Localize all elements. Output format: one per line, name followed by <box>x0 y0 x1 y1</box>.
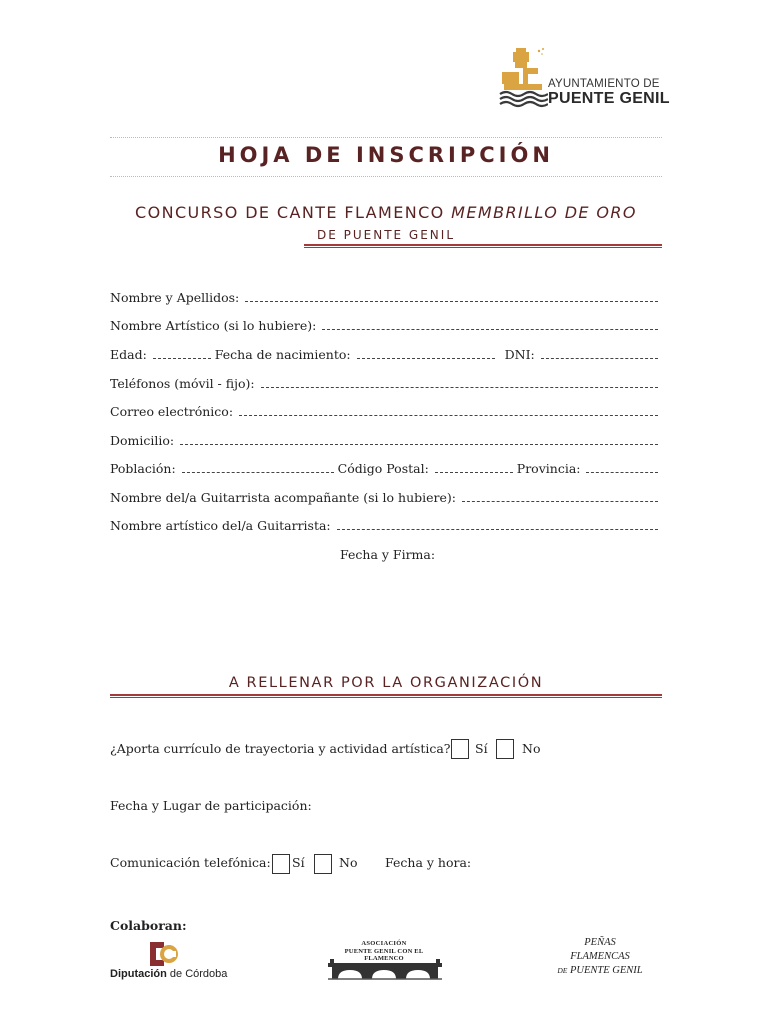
guitarist-artistic-field[interactable] <box>337 528 658 530</box>
name-field[interactable] <box>245 300 658 302</box>
guitarist-row <box>110 490 662 505</box>
contest-title <box>110 203 662 222</box>
postal-code-field[interactable] <box>435 471 513 473</box>
guitarist-artistic-row <box>110 518 662 533</box>
cv-yes-checkbox[interactable] <box>451 739 469 759</box>
email-row <box>110 404 662 419</box>
phones-label: Teléfonos (móvil - fijo): <box>110 376 255 391</box>
date-place-label: Fecha y Lugar de participación: <box>110 798 312 813</box>
province-label: Provincia: <box>516 461 581 476</box>
municipality-logo <box>498 44 668 110</box>
penas-line1: PEÑAS <box>584 937 616 948</box>
contest-title-italic: MEMBRILLO DE ORO <box>451 203 637 222</box>
phone-yes-label: Sí <box>292 855 305 870</box>
guitarist-artistic-label: Nombre artístico del/a Guitarrista: <box>110 518 331 533</box>
address-row <box>110 433 662 448</box>
name-label: Nombre y Apellidos: <box>110 290 240 305</box>
province-field[interactable] <box>586 471 658 473</box>
postal-code-label: Código Postal: <box>337 461 429 476</box>
birth-date-label: Fecha de nacimiento: <box>214 347 351 362</box>
email-label: Correo electrónico: <box>110 404 234 419</box>
age-birth-dni-row <box>110 347 662 362</box>
page-title: HOJA DE INSCRIPCIÓN <box>218 143 554 167</box>
guitarist-label: Nombre del/a Guitarrista acompañante (si lo hubiere): <box>110 490 456 505</box>
age-label: Edad: <box>110 347 147 362</box>
collaborators-label: Colaboran: <box>110 918 187 933</box>
address-field[interactable] <box>180 443 658 445</box>
penas-line3 <box>552 965 648 976</box>
phone-no-checkbox[interactable] <box>314 854 332 874</box>
organization-title: A RELLENAR POR LA ORGANIZACIÓN <box>228 675 544 691</box>
municipality-name-line2: PUENTE GENIL <box>548 90 670 107</box>
artistic-name-field[interactable] <box>322 328 658 330</box>
contest-subtitle: DE PUENTE GENIL <box>316 228 456 242</box>
cv-no-checkbox[interactable] <box>496 739 514 759</box>
diputacion-name-rest: de Córdoba <box>166 968 228 980</box>
date-time-label: Fecha y hora: <box>385 855 472 870</box>
cv-question: ¿Aporta currículo de trayectoria y actividad artística? <box>110 741 451 756</box>
cv-yes-label: Sí <box>475 741 488 756</box>
phone-comm-label: Comunicación telefónica: <box>110 855 271 870</box>
cv-no-label: No <box>522 741 541 756</box>
diputacion-name <box>110 968 227 980</box>
penas-line3-main: PUENTE GENIL <box>569 965 643 976</box>
birth-date-field[interactable] <box>357 357 495 359</box>
town-field[interactable] <box>182 471 334 473</box>
divider <box>110 176 662 177</box>
organization-rule <box>110 694 662 698</box>
date-signature-label: Fecha y Firma: <box>340 547 436 562</box>
title-rule <box>304 244 662 248</box>
dni-field[interactable] <box>541 357 658 359</box>
artistic-name-label: Nombre Artístico (si lo hubiere): <box>110 318 317 333</box>
artistic-name-row <box>110 318 662 333</box>
penas-line2: FLAMENCAS <box>570 951 630 962</box>
bridge-logo-icon <box>328 957 442 981</box>
address-label: Domicilio: <box>110 433 175 448</box>
phone-no-label: No <box>339 855 358 870</box>
name-row <box>110 290 662 305</box>
diputacion-name-bold: Diputación <box>110 968 167 980</box>
association-name-line1: ASOCIACIÓN <box>361 940 407 947</box>
diputacion-logo-icon <box>146 940 182 968</box>
phones-row <box>110 376 662 391</box>
association-name-line2: PUENTE GENIL CON EL FLAMENCO <box>344 948 424 962</box>
phone-yes-checkbox[interactable] <box>272 854 290 874</box>
puente-genil-emblem-icon <box>498 44 548 110</box>
guitarist-field[interactable] <box>462 500 658 502</box>
municipality-name-line1: AYUNTAMIENTO DE <box>548 78 660 90</box>
town-row <box>110 461 662 476</box>
phones-field[interactable] <box>261 386 658 388</box>
divider <box>110 137 662 138</box>
town-label: Población: <box>110 461 176 476</box>
contest-title-prefix: CONCURSO DE CANTE FLAMENCO <box>135 203 452 222</box>
email-field[interactable] <box>239 414 658 416</box>
age-field[interactable] <box>153 357 211 359</box>
penas-line3-small: DE <box>557 966 568 975</box>
dni-label: DNI: <box>504 347 535 362</box>
